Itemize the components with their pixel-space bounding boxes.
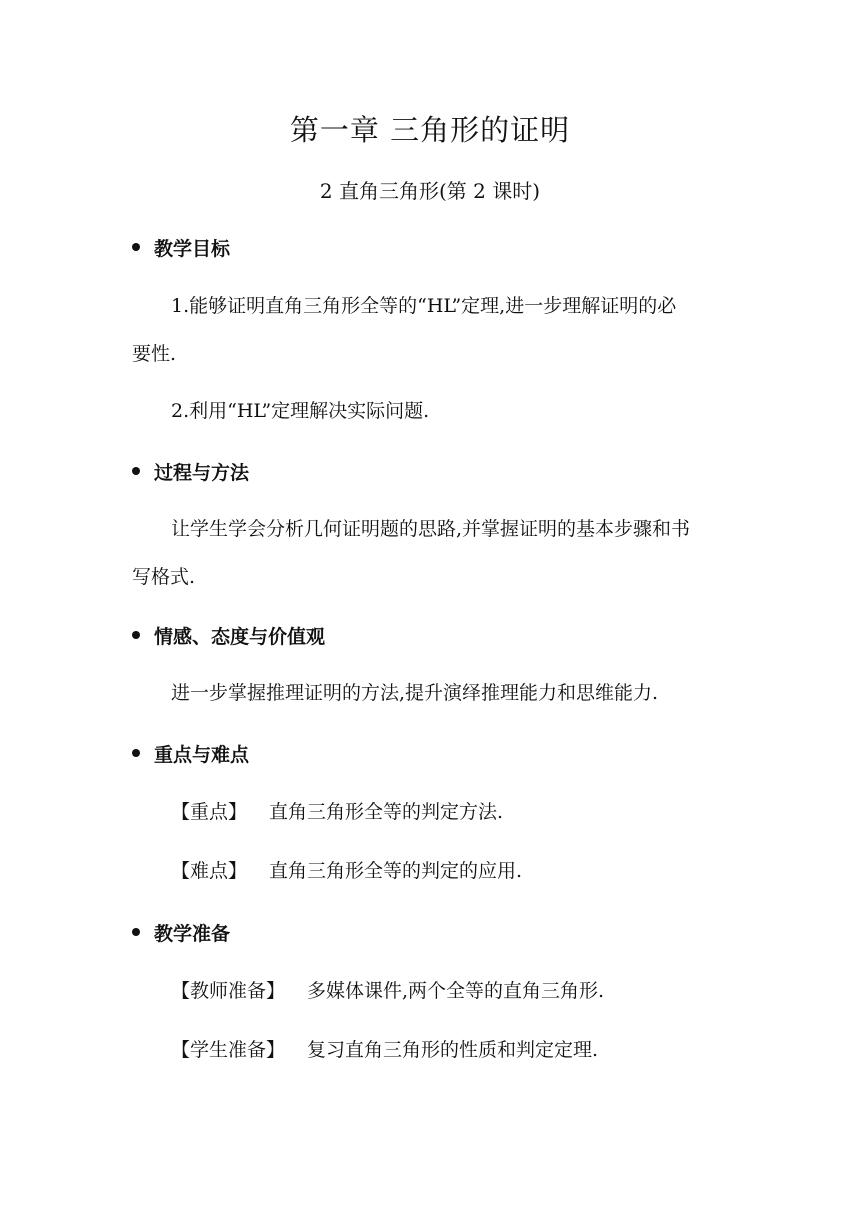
student-prep: [171, 1035, 598, 1065]
heading-text: 教学目标: [154, 237, 231, 260]
section-heading-prep: [132, 917, 230, 947]
key-point-label: 【重点】: [171, 801, 248, 823]
process-line-2: 写格式.: [132, 566, 196, 588]
heading-text: 重点与难点: [154, 743, 250, 766]
chapter-title: 第一章 三角形的证明: [289, 113, 571, 147]
bullet-icon: [132, 243, 140, 251]
difficult-point-text: 直角三角形全等的判定的应用.: [269, 860, 523, 882]
section-heading-attitude: [132, 620, 325, 650]
difficult-point: [171, 856, 522, 886]
goal-2: 2.利用“HL”定理解决实际问题.: [171, 400, 430, 422]
heading-text: 情感、态度与价值观: [154, 625, 326, 648]
goal-1-line-2: 要性.: [132, 343, 177, 365]
section-heading-goals: [132, 232, 230, 262]
goal-1-line-1: 1.能够证明直角三角形全等的“HL”定理,进一步理解证明的必: [171, 295, 677, 317]
lesson-subtitle: 2 直角三角形(第 2 课时): [319, 179, 541, 203]
student-prep-text: 复习直角三角形的性质和判定定理.: [307, 1039, 599, 1061]
teacher-prep-text: 多媒体课件,两个全等的直角三角形.: [307, 980, 605, 1002]
attitude-line-1: 进一步掌握推理证明的方法,提升演绎推理能力和思维能力.: [171, 682, 659, 704]
difficult-point-label: 【难点】: [171, 860, 248, 882]
key-point-text: 直角三角形全等的判定方法.: [269, 801, 504, 823]
section-heading-process: [132, 456, 249, 486]
key-point: [171, 797, 503, 827]
bullet-icon: [132, 467, 140, 475]
heading-text: 过程与方法: [154, 461, 250, 484]
teacher-prep-label: 【教师准备】: [171, 980, 286, 1002]
teacher-prep: [171, 976, 604, 1006]
section-heading-focus: [132, 738, 249, 768]
process-line-1: 让学生学会分析几何证明题的思路,并掌握证明的基本步骤和书: [171, 518, 691, 540]
heading-text: 教学准备: [154, 922, 231, 945]
bullet-icon: [132, 928, 140, 936]
bullet-icon: [132, 631, 140, 639]
student-prep-label: 【学生准备】: [171, 1039, 286, 1061]
bullet-icon: [132, 749, 140, 757]
